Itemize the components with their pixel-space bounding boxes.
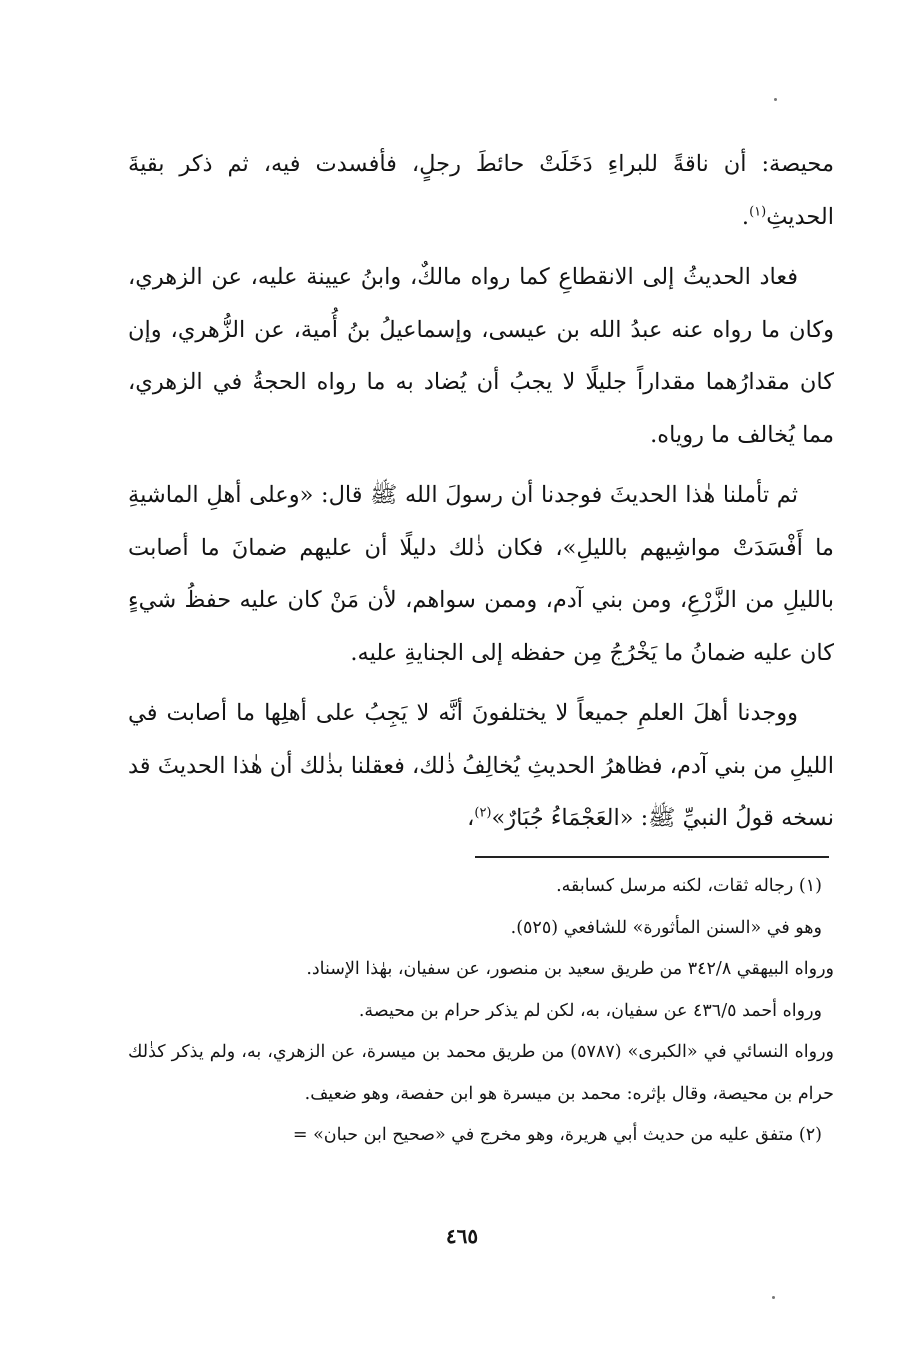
footnote-divider [475,856,829,858]
footnote-line: (٢) متفق عليه من حديث أبي هريرة، وهو مخرج في «صحيح ابن حبان» = [292,1125,822,1145]
footnote-line: ورواه البيهقي ٣٤٢/٨ من طريق سعيد بن منصور، عن سفيان، بهٰذا الإسناد. [306,959,834,979]
main-text-body [128,138,834,853]
paragraph-4-end: ، [467,805,475,831]
page-number: ٤٦٥ [445,1224,479,1248]
scan-speck [774,98,777,101]
paragraph-3: ثم تأملنا هٰذا الحديثَ فوجدنا أن رسولَ الله ﷺ قال: «وعلى أهلِ الماشيةِ ما أَفْسَدَتْ مواشِيهم بالليلِ»، فكان ذٰلك دليلًا أن عليهم ضمانَ ما أصابت بالليلِ من الزَّرْعِ، ومن بني آدم، وممن سواهم، لأن مَنْ كان عليه حفظُ شيءٍ كان عليه ضمانُ ما يَخْرُجُ مِن حفظه إلى الجنايةِ عليه. [128,482,834,666]
paragraph-1-text: محيصة: أن ناقةً للبراءِ دَخَلَتْ حائطَ رجلٍ، فأفسدت فيه، ثم ذكر بقيةَ الحديثِ [128,151,834,230]
paragraph-1-end: . [741,203,750,230]
scan-speck [772,1296,775,1299]
footnote-line: ورواه النسائي في «الكبرى» (٥٧٨٧) من طريق محمد بن ميسرة، عن الزهري، به، ولم يذكر كذٰلك حرام بن محيصة، وقال بإثره: محمد بن ميسرة هو ابن حفصة، وهو ضعيف. [128,1042,834,1104]
footnote-ref-2: (٢) [474,805,492,821]
paragraph-4 [128,687,834,845]
footnote-line: (١) رجاله ثقات، لكنه مرسل كسابقه. [556,876,822,896]
footnote-line: ورواه أحمد ٤٣٦/٥ عن سفيان، به، لكن لم يذكر حرام بن محيصة. [358,1000,822,1021]
paragraph-1 [128,138,834,243]
footnote-ref-1: (١) [749,204,767,219]
paragraph-4-text: ووجدنا أهلَ العلمِ جميعاً لا يختلفونَ أنَّه لا يَجِبُ على أهلِها ما أصابت في الليلِ من بني آدم، فظاهرُ الحديثِ يُخالِفُ ذٰلك، فعقلنا بذٰلك أن هٰذا الحديثَ قد نسخه قولُ النبيِّ ﷺ: «العَجْمَاءُ جُبَارٌ» [128,700,834,831]
footnotes-section [128,866,834,1157]
paragraph-2: فعاد الحديثُ إلى الانقطاعِ كما رواه مالكٌ، وابنُ عيينة عليه، عن الزهري، وكان ما رواه عنه عبدُ الله بن عيسى، وإسماعيلُ بنُ أُمية، عن الزُّهري، وإن كان مقدارُهما مقداراً جليلًا لا يجبُ أن يُضاد به ما رواه الحجةُ في الزهري، مما يُخالف ما روياه. [128,264,834,448]
footnote-line: وهو في «السنن المأثورة» للشافعي (٥٢٥). [510,917,822,938]
